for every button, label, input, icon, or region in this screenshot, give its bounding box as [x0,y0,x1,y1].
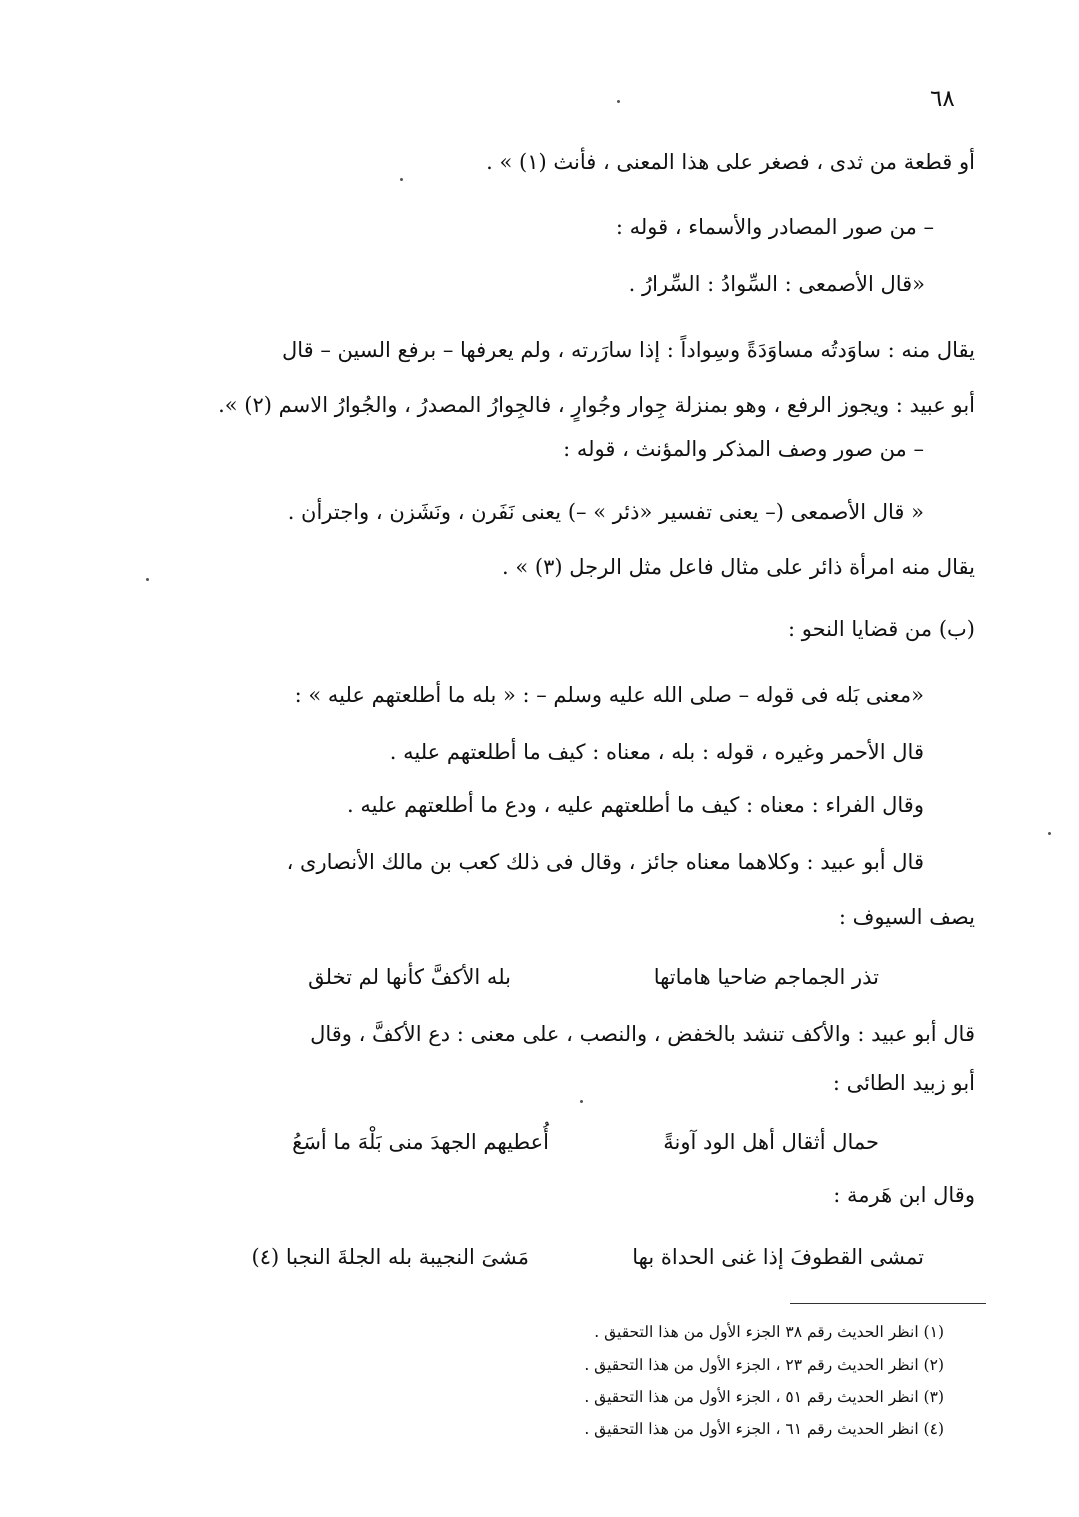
text-line: يقال منه امرأة ذائر على مثال فاعل مثل الرجل (٣) » . [501,555,975,579]
page-number: ٦٨ [930,86,955,112]
scan-speck [617,100,620,103]
footnote-separator [790,1303,986,1304]
text-line: أو قطعة من ثدى ، فصغر على هذا المعنى ، فأنث (١) » . [486,150,975,174]
scan-speck [400,178,403,181]
text-line: «معنى بَله فى قوله – صلى الله عليه وسلم – : « بله ما أطلعتهم عليه » : [294,683,924,707]
text-line: قال أبو عبيد : والأكف تنشد بالخفض ، والنصب ، على معنى : دع الأكفَّ ، وقال [310,1022,975,1046]
scan-speck [580,1100,583,1103]
text-line: وقال ابن هَرمة : [833,1183,975,1207]
scan-speck [146,578,149,581]
verse-second-hemistich: بله الأكفَّ كأنها لم تخلق [308,965,511,989]
scan-speck [1048,832,1051,835]
text-line: أبو زبيد الطائى : [832,1071,975,1095]
verse-first-hemistich: تذر الجماجم ضاحيا هاماتها [653,965,879,989]
text-line: « قال الأصمعى (– يعنى تفسير «ذئر » –) يعنى نَفَرن ، ونَشَزن ، واجترأن . [287,500,924,524]
verse-first-hemistich: حمال أثقال أهل الود آونةً [663,1130,879,1154]
text-line: قال أبو عبيد : وكلاهما معناه جائز ، وقال فى ذلك كعب بن مالك الأنصارى ، [286,850,924,874]
text-line: – من صور وصف المذكر والمؤنث ، قوله : [563,437,924,461]
text-line: «قال الأصمعى : السِّوادُ : السِّرارُ . [628,272,925,296]
footnote: (٤) انظر الحديث رقم ٦١ ، الجزء الأول من هذا التحقيق . [584,1420,944,1438]
text-line: يقال منه : ساوَدتُه مساوَدَةً وسِواداً : إذا سارَرته ، ولم يعرفها – برفع السين – قال [282,338,975,362]
text-line: قال الأحمر وغيره ، قوله : بله ، معناه : كيف ما أطلعتهم عليه . [389,740,924,764]
text-line: وقال الفراء : معناه : كيف ما أطلعتهم عليه ، ودع ما أطلعتهم عليه . [347,793,924,817]
verse-second-hemistich: أُعطيهم الجهدَ منى بَلْهَ ما أسَعُ [292,1130,549,1154]
text-line: – من صور المصادر والأسماء ، قوله : [615,215,934,239]
text-line: يصف السيوف : [838,905,975,929]
verse-first-hemistich: تمشى القطوفَ إذا غنى الحداة بها [632,1245,924,1269]
footnote: (١) انظر الحديث رقم ٣٨ الجزء الأول من هذا التحقيق . [594,1323,944,1341]
text-line: أبو عبيد : ويجوز الرفع ، وهو بمنزلة جِوار وجُوارٍ ، فالجِوارُ المصدرُ ، والجُوارُ الاسم (٢) ». [218,393,975,417]
section-heading: (ب) من قضايا النحو : [787,617,975,641]
footnote: (٣) انظر الحديث رقم ٥١ ، الجزء الأول من هذا التحقيق . [584,1388,944,1406]
footnote: (٢) انظر الحديث رقم ٢٣ ، الجزء الأول من هذا التحقيق . [584,1356,944,1374]
verse-second-hemistich: مَشىَ النجيبة بله الجلةَ النجبا (٤) [251,1245,529,1269]
